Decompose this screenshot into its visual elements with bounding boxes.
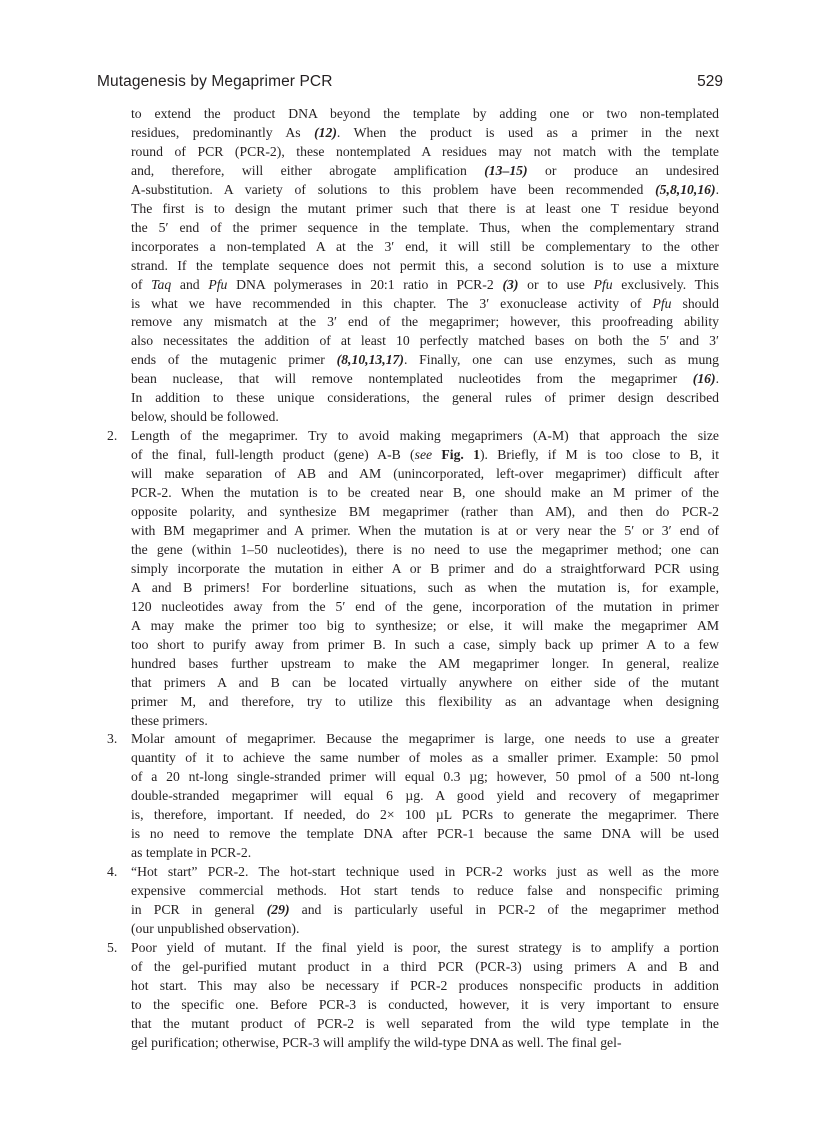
page-number: 529 (697, 73, 723, 90)
note-number: 5. (107, 939, 118, 955)
page-body (0, 105, 816, 1053)
note-line: with BM megaprimer and A primer. When the mutation is at or very near the 5′ or 3′ end of (131, 522, 719, 538)
notes-list (0, 427, 816, 1052)
intro-line: residues, predominantly As (12). When the product is used as a primer in the next (131, 124, 719, 140)
note-item (0, 730, 719, 863)
note-line: quantity of it to achieve the same number of moles as a smaller primer. Example: 50 pmol (131, 750, 719, 766)
note-line: will make separation of AB and AM (unincorporated, left-over megaprimer) difficult after (131, 466, 719, 482)
intro-line: The first is to design the mutant primer such that there is at least one T residue beyond (131, 200, 719, 216)
note-line: as template in PCR-2. (131, 845, 252, 861)
note-line: Poor yield of mutant. If the final yield is poor, the surest strategy is to amplify a portion (131, 939, 719, 955)
note-line: is, therefore, important. If needed, do 2× 100 µL PCRs to generate the megaprimer. There (131, 807, 719, 823)
note-line: “Hot start” PCR-2. The hot-start technique used in PCR-2 works just as well as the more (131, 864, 719, 880)
intro-line: remove any mismatch at the 3′ end of the megaprimer; however, this proofreading ability (131, 314, 719, 330)
note-line: these primers. (131, 712, 208, 728)
note-line: primer M, and therefore, try to utilize this flexibility as an advantage when designing (131, 693, 719, 709)
running-title: Mutagenesis by Megaprimer PCR (97, 73, 333, 90)
note-line: too short to purify away from primer B. In such a case, simply back up primer A to a few (131, 636, 719, 652)
note-line: in PCR in general (29) and is particularly useful in PCR-2 of the megaprimer method (131, 902, 719, 918)
note-line: to the specific one. Before PCR-3 is conducted, however, it is very important to ensure (131, 996, 719, 1012)
note-item (0, 863, 719, 939)
note-line: gel purification; otherwise, PCR-3 will amplify the wild-type DNA as well. The final gel- (131, 1034, 622, 1050)
note-number: 4. (107, 864, 118, 880)
note-line: hot start. This may also be necessary if PCR-2 produces nonspecific products in addition (131, 977, 719, 993)
note-line: simply incorporate the mutation in either A or B primer and do a straightforward PCR using (131, 560, 719, 576)
intro-line: round of PCR (PCR-2), these nontemplated A residues may not match with the template (131, 143, 719, 159)
note-line: the gene (within 1–50 nucleotides), there is no need to use the megaprimer method; one can (131, 541, 719, 557)
note-line: of the gel-purified mutant product in a third PCR (PCR-3) using primers A and B and (131, 958, 719, 974)
note-line: expensive commercial methods. Hot start tends to reduce false and nonspecific priming (131, 883, 719, 899)
intro-line: also necessitates the addition of at least 10 perfectly matched bases on both the 5′ and 3′ (131, 333, 719, 349)
note-line: hundred bases further upstream to make the AM megaprimer longer. In general, realize (131, 655, 719, 671)
intro-line: below, should be followed. (131, 409, 279, 425)
intro-line: of Taq and Pfu DNA polymerases in 20:1 ratio in PCR-2 (3) or to use Pfu exclusively. This (131, 276, 719, 292)
note-line: double-stranded megaprimer will equal 6 µg. A good yield and recovery of megaprimer (131, 788, 719, 804)
note-line: of a 20 nt-long single-stranded primer will equal 0.3 µg; however, 50 pmol of a 500 nt-long (131, 769, 719, 785)
note-item (0, 427, 719, 730)
intro-line: In addition to these unique considerations, the general rules of primer design described (131, 390, 719, 406)
note-line: that the mutant product of PCR-2 is well separated from the wild type template in the (131, 1015, 719, 1031)
note-line: A and B primers! For borderline situations, such as when the mutation is, for example, (131, 579, 719, 595)
note-number: 3. (107, 731, 118, 747)
note-line: 120 nucleotides away from the 5′ end of the gene, incorporation of the mutation in primer (131, 598, 719, 614)
note-line: Length of the megaprimer. Try to avoid making megaprimers (A-M) that approach the size (131, 428, 719, 444)
intro-line: incorporates a non-templated A at the 3′ end, it will still be complementary to the other (131, 238, 719, 254)
intro-line: bean nuclease, that will remove nontemplated nucleotides from the megaprimer (16). (131, 371, 719, 387)
note-line: (our unpublished observation). (131, 920, 300, 936)
note-item (0, 939, 719, 1053)
note-line: opposite polarity, and synthesize BM megaprimer (rather than AM), and then do PCR-2 (131, 504, 719, 520)
note-line: Molar amount of megaprimer. Because the megaprimer is large, one needs to use a greater (131, 731, 719, 747)
intro-line: ends of the mutagenic primer (8,10,13,17). Finally, one can use enzymes, such as mung (131, 352, 719, 368)
page-header (97, 73, 723, 95)
note-line: that primers A and B can be located virtually anywhere on either side of the mutant (131, 674, 719, 690)
note-line: PCR-2. When the mutation is to be created near B, one should make an M primer of the (131, 485, 719, 501)
intro-line: to extend the product DNA beyond the template by adding one or two non-templated (131, 106, 719, 121)
note-line: is no need to remove the template DNA after PCR-1 because the same DNA will be used (131, 826, 719, 842)
note-line: of the final, full-length product (gene) A-B (see Fig. 1). Briefly, if M is too close to B, it (131, 447, 720, 463)
note-line: A may make the primer too big to synthesize; or else, it will make the megaprimer AM (131, 617, 719, 633)
intro-line: A-substitution. A variety of solutions to this problem have been recommended (5,8,10,16). (131, 181, 719, 197)
intro-line: and, therefore, will either abrogate amplification (13–15) or produce an undesired (131, 162, 719, 178)
intro-line: is what we have recommended in this chapter. The 3′ exonuclease activity of Pfu should (131, 295, 719, 311)
intro-line: strand. If the template sequence does not permit this, a second solution is to use a mixture (131, 257, 719, 273)
intro-line: the 5′ end of the primer sequence in the template. Thus, when the complementary strand (131, 219, 719, 235)
note-number: 2. (107, 428, 118, 444)
intro-paragraph (0, 105, 719, 427)
